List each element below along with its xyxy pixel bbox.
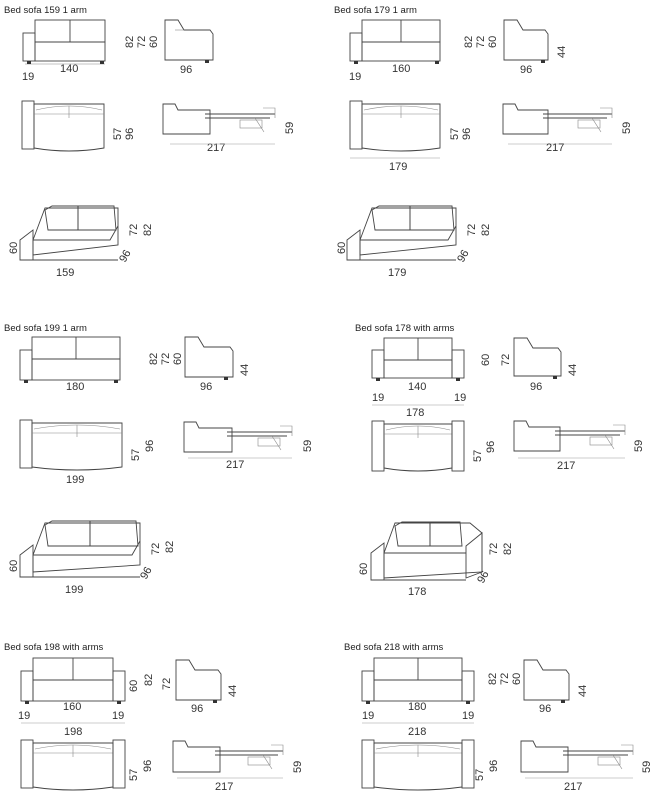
svg-text:72: 72 bbox=[500, 353, 512, 366]
persp-arm-label: 60 bbox=[358, 562, 370, 575]
bed-open-view bbox=[521, 741, 633, 772]
bed-length-label: 217 bbox=[226, 459, 245, 471]
side-view bbox=[524, 660, 569, 703]
bed-height-label: 59 bbox=[284, 121, 296, 134]
arm-right-label: 19 bbox=[454, 392, 467, 404]
side-depth-label: 96 bbox=[520, 64, 533, 76]
bed-open-view bbox=[163, 104, 275, 134]
seat-height-label: 44 bbox=[227, 684, 239, 697]
bed-length-label: 217 bbox=[207, 142, 226, 154]
arm-left-label: 19 bbox=[362, 710, 375, 722]
front-heights bbox=[128, 674, 155, 692]
side-view bbox=[514, 338, 561, 379]
seat-height-label: 44 bbox=[567, 363, 579, 376]
persp-width-label: 199 bbox=[65, 584, 84, 596]
section-bed-sofa-179 bbox=[334, 5, 633, 279]
front-view bbox=[20, 337, 120, 383]
section-title: Bed sofa 198 with arms bbox=[4, 642, 104, 653]
persp-width-label: 179 bbox=[388, 267, 407, 279]
top-depth-inner: 57 bbox=[112, 127, 124, 140]
svg-text:72: 72 bbox=[475, 35, 487, 48]
bed-open-view bbox=[514, 421, 625, 451]
perspective-view bbox=[347, 206, 456, 260]
perspective-view bbox=[20, 521, 140, 577]
front-width-label: 160 bbox=[392, 63, 411, 75]
persp-h2-label: 82 bbox=[502, 542, 514, 555]
top-depth-outer: 96 bbox=[461, 127, 473, 140]
side-depth-label: 96 bbox=[191, 703, 204, 715]
bed-height-label: 59 bbox=[641, 760, 653, 773]
side-view bbox=[504, 20, 548, 63]
front-view bbox=[23, 20, 105, 64]
top-depth-outer: 96 bbox=[142, 759, 154, 772]
seat-height-label: 44 bbox=[556, 45, 568, 58]
bed-height-label: 59 bbox=[292, 760, 304, 773]
persp-width-label: 178 bbox=[408, 586, 427, 598]
top-view bbox=[22, 101, 104, 151]
svg-text:72: 72 bbox=[136, 35, 148, 48]
side-back-label: 72 bbox=[161, 677, 173, 690]
persp-arm-label: 60 bbox=[8, 559, 20, 572]
persp-width-label: 159 bbox=[56, 267, 75, 279]
svg-text:82: 82 bbox=[148, 352, 160, 365]
arm-right-label: 19 bbox=[462, 710, 475, 722]
front-view bbox=[362, 658, 474, 704]
svg-text:60: 60 bbox=[480, 353, 492, 366]
svg-text:60: 60 bbox=[148, 35, 160, 48]
front-heights bbox=[480, 354, 512, 366]
top-view bbox=[372, 421, 464, 471]
top-width-label: 178 bbox=[406, 407, 425, 419]
bed-length-label: 217 bbox=[557, 460, 576, 472]
bed-height-label: 59 bbox=[302, 439, 314, 452]
bed-length-label: 217 bbox=[564, 781, 583, 793]
svg-text:82: 82 bbox=[143, 673, 155, 686]
front-width-label: 140 bbox=[60, 63, 79, 75]
section-bed-sofa-178 bbox=[355, 323, 645, 598]
section-title: Bed sofa 179 1 arm bbox=[334, 5, 417, 16]
front-width-label: 180 bbox=[408, 701, 427, 713]
section-bed-sofa-218 bbox=[344, 642, 653, 793]
top-depth-inner: 57 bbox=[128, 768, 140, 781]
seat-height-label: 44 bbox=[239, 363, 251, 376]
top-view bbox=[20, 420, 122, 470]
section-bed-sofa-199 bbox=[4, 323, 314, 596]
top-width-label: 179 bbox=[389, 161, 408, 173]
section-bed-sofa-198 bbox=[4, 642, 304, 793]
section-title: Bed sofa 178 with arms bbox=[355, 323, 455, 334]
front-view bbox=[350, 20, 440, 64]
persp-h1-label: 72 bbox=[466, 223, 478, 236]
top-depth-inner: 57 bbox=[130, 448, 142, 461]
persp-h1-label: 72 bbox=[128, 223, 140, 236]
top-width-label: 218 bbox=[408, 726, 427, 738]
bed-open-view bbox=[184, 422, 292, 452]
svg-text:60: 60 bbox=[511, 672, 523, 685]
side-depth-label: 96 bbox=[200, 381, 213, 393]
bed-height-label: 59 bbox=[633, 439, 645, 452]
section-title: Bed sofa 199 1 arm bbox=[4, 323, 87, 334]
svg-text:82: 82 bbox=[463, 35, 475, 48]
top-view bbox=[362, 740, 474, 790]
arm-width-label: 19 bbox=[349, 71, 362, 83]
front-width-label: 160 bbox=[63, 701, 82, 713]
side-view bbox=[176, 660, 221, 703]
front-width-label: 140 bbox=[408, 381, 427, 393]
section-title: Bed sofa 218 with arms bbox=[344, 642, 444, 653]
top-view bbox=[21, 740, 125, 790]
bed-open-view bbox=[503, 104, 612, 134]
front-heights bbox=[487, 673, 523, 685]
svg-text:82: 82 bbox=[487, 672, 499, 685]
persp-h1-label: 72 bbox=[488, 542, 500, 555]
persp-h1-label: 72 bbox=[150, 542, 162, 555]
perspective-view bbox=[20, 206, 118, 260]
top-depth-inner: 57 bbox=[474, 768, 486, 781]
front-heights bbox=[124, 36, 160, 48]
top-width-label: 199 bbox=[66, 474, 85, 486]
section-bed-sofa-159 bbox=[4, 5, 296, 279]
top-view bbox=[350, 101, 440, 151]
svg-text:72: 72 bbox=[499, 672, 511, 685]
front-heights bbox=[148, 353, 184, 365]
svg-text:82: 82 bbox=[124, 35, 136, 48]
arm-left-label: 19 bbox=[18, 710, 31, 722]
section-title: Bed sofa 159 1 arm bbox=[4, 5, 87, 16]
top-depth-outer: 96 bbox=[488, 759, 500, 772]
svg-text:72: 72 bbox=[160, 352, 172, 365]
front-width-label: 180 bbox=[66, 381, 85, 393]
side-view bbox=[185, 337, 233, 380]
top-depth-outer: 96 bbox=[144, 439, 156, 452]
top-width-label: 198 bbox=[64, 726, 83, 738]
top-depth-inner: 57 bbox=[449, 127, 461, 140]
svg-text:60: 60 bbox=[487, 35, 499, 48]
bed-length-label: 217 bbox=[546, 142, 565, 154]
side-depth-label: 96 bbox=[530, 381, 543, 393]
front-view bbox=[21, 658, 125, 704]
bed-open-view bbox=[173, 741, 283, 772]
front-view bbox=[372, 338, 464, 381]
persp-depth-label: 96 bbox=[138, 564, 155, 582]
persp-depth-label: 96 bbox=[117, 247, 134, 265]
persp-depth-label: 96 bbox=[455, 247, 472, 265]
bed-length-label: 217 bbox=[215, 781, 234, 793]
svg-text:60: 60 bbox=[128, 679, 140, 692]
persp-depth-label: 96 bbox=[475, 568, 492, 586]
arm-left-label: 19 bbox=[372, 392, 385, 404]
top-depth-inner: 57 bbox=[472, 449, 484, 462]
side-view bbox=[165, 20, 213, 63]
persp-h2-label: 82 bbox=[142, 223, 154, 236]
top-depth-outer: 96 bbox=[485, 440, 497, 453]
side-depth-label: 96 bbox=[180, 64, 193, 76]
persp-arm-label: 60 bbox=[8, 241, 20, 254]
arm-width-label: 19 bbox=[22, 71, 35, 83]
top-depth-outer: 96 bbox=[124, 127, 136, 140]
arm-right-label: 19 bbox=[112, 710, 125, 722]
persp-h2-label: 82 bbox=[164, 540, 176, 553]
front-heights bbox=[463, 36, 499, 48]
seat-height-label: 44 bbox=[577, 684, 589, 697]
persp-h2-label: 82 bbox=[480, 223, 492, 236]
svg-text:60: 60 bbox=[172, 352, 184, 365]
bed-height-label: 59 bbox=[621, 121, 633, 134]
persp-arm-label: 60 bbox=[336, 241, 348, 254]
perspective-view bbox=[371, 522, 482, 580]
side-depth-label: 96 bbox=[539, 703, 552, 715]
